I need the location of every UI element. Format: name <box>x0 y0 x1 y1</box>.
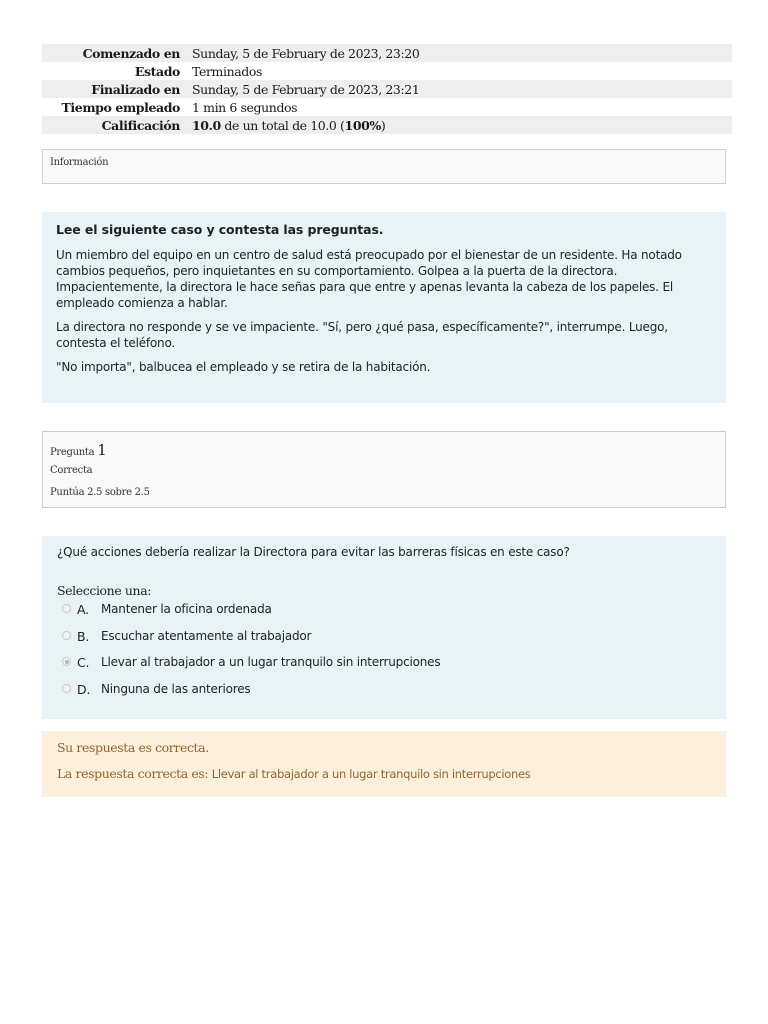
summary-grade-value <box>186 116 732 134</box>
summary-row-started <box>42 44 732 62</box>
summary-row-grade <box>42 116 732 134</box>
radio-button[interactable] <box>62 604 71 613</box>
question-number-value: 1 <box>97 441 107 459</box>
attempt-summary-table <box>42 44 732 134</box>
answer-option-a[interactable] <box>62 602 440 629</box>
grade-score: 10.0 <box>192 117 221 133</box>
summary-label: Comenzado en <box>82 45 180 61</box>
answer-text: Escuchar atentamente al trabajador <box>101 628 312 643</box>
case-title: Lee el siguiente caso y contesta las preguntas. <box>56 222 384 237</box>
correct-answer-line <box>57 766 531 781</box>
question-number-label: Pregunta <box>50 447 95 458</box>
radio-button-selected[interactable] <box>62 657 71 666</box>
grade-percent: 100% <box>344 117 381 133</box>
case-paragraph: "No importa", balbucea el empleado y se retira de la habitación. <box>56 360 431 374</box>
information-panel <box>42 149 726 184</box>
summary-value: Terminados <box>192 63 263 79</box>
answer-letter: C. <box>77 655 90 671</box>
answer-option-c[interactable] <box>62 655 440 682</box>
summary-label: Finalizado en <box>91 81 180 97</box>
question-state: Correcta <box>50 465 93 476</box>
answer-prompt: Seleccione una: <box>57 583 152 598</box>
grade-text-end: ) <box>380 117 386 133</box>
feedback-panel <box>42 731 726 797</box>
question-number <box>50 441 107 459</box>
answer-letter: B. <box>77 628 90 644</box>
summary-value: 1 min 6 segundos <box>192 99 298 115</box>
question-grade: Puntúa 2.5 sobre 2.5 <box>50 487 150 498</box>
radio-button[interactable] <box>62 631 71 640</box>
summary-row-time-taken <box>42 98 732 116</box>
answer-text: Llevar al trabajador a un lugar tranquilo sin interrupciones <box>101 655 441 670</box>
question-content <box>42 536 726 719</box>
summary-value: Sunday, 5 de February de 2023, 23:20 <box>192 45 420 61</box>
summary-label: Tiempo empleado <box>61 99 180 115</box>
radio-button[interactable] <box>62 684 71 693</box>
summary-value: Sunday, 5 de February de 2023, 23:21 <box>192 81 420 97</box>
answer-option-d[interactable] <box>62 682 440 709</box>
summary-row-finished <box>42 80 732 98</box>
feedback-status: Su respuesta es correcta. <box>57 740 209 755</box>
grade-text-mid: de un total de 10.0 ( <box>220 117 345 133</box>
summary-label: Calificación <box>101 117 180 133</box>
answer-letter: D. <box>77 682 91 698</box>
summary-row-state <box>42 62 732 80</box>
case-description <box>42 212 726 403</box>
information-label: Información <box>50 157 109 168</box>
answer-list <box>62 602 440 709</box>
answer-text: Ninguna de las anteriores <box>101 682 251 697</box>
answer-text: Mantener la oficina ordenada <box>101 602 272 616</box>
correct-answer-prefix: La respuesta correcta es: <box>57 766 212 781</box>
case-paragraph: La directora no responde y se ve impaciente. "Sí, pero ¿qué pasa, específicamente?", interrumpe. Luego, contesta el teléfono. <box>56 320 668 350</box>
answer-letter: A. <box>77 602 89 617</box>
answer-option-b[interactable] <box>62 629 440 656</box>
question-info-panel <box>42 431 726 508</box>
summary-label: Estado <box>134 63 180 79</box>
case-paragraph: Un miembro del equipo en un centro de salud está preocupado por el bienestar de un residente. Ha notado cambios pequeños, pero inquietantes en su comportamiento. Golpea a la puerta de la directora. Impacientemente, la directora le hace señas para que entre y apenas levanta la cabeza de los papeles. El empleado comienza a hablar. <box>56 248 682 310</box>
question-text: ¿Qué acciones debería realizar la Directora para evitar las barreras físicas en este caso? <box>57 545 570 559</box>
correct-answer-text: Llevar al trabajador a un lugar tranquilo sin interrupciones <box>211 767 531 781</box>
